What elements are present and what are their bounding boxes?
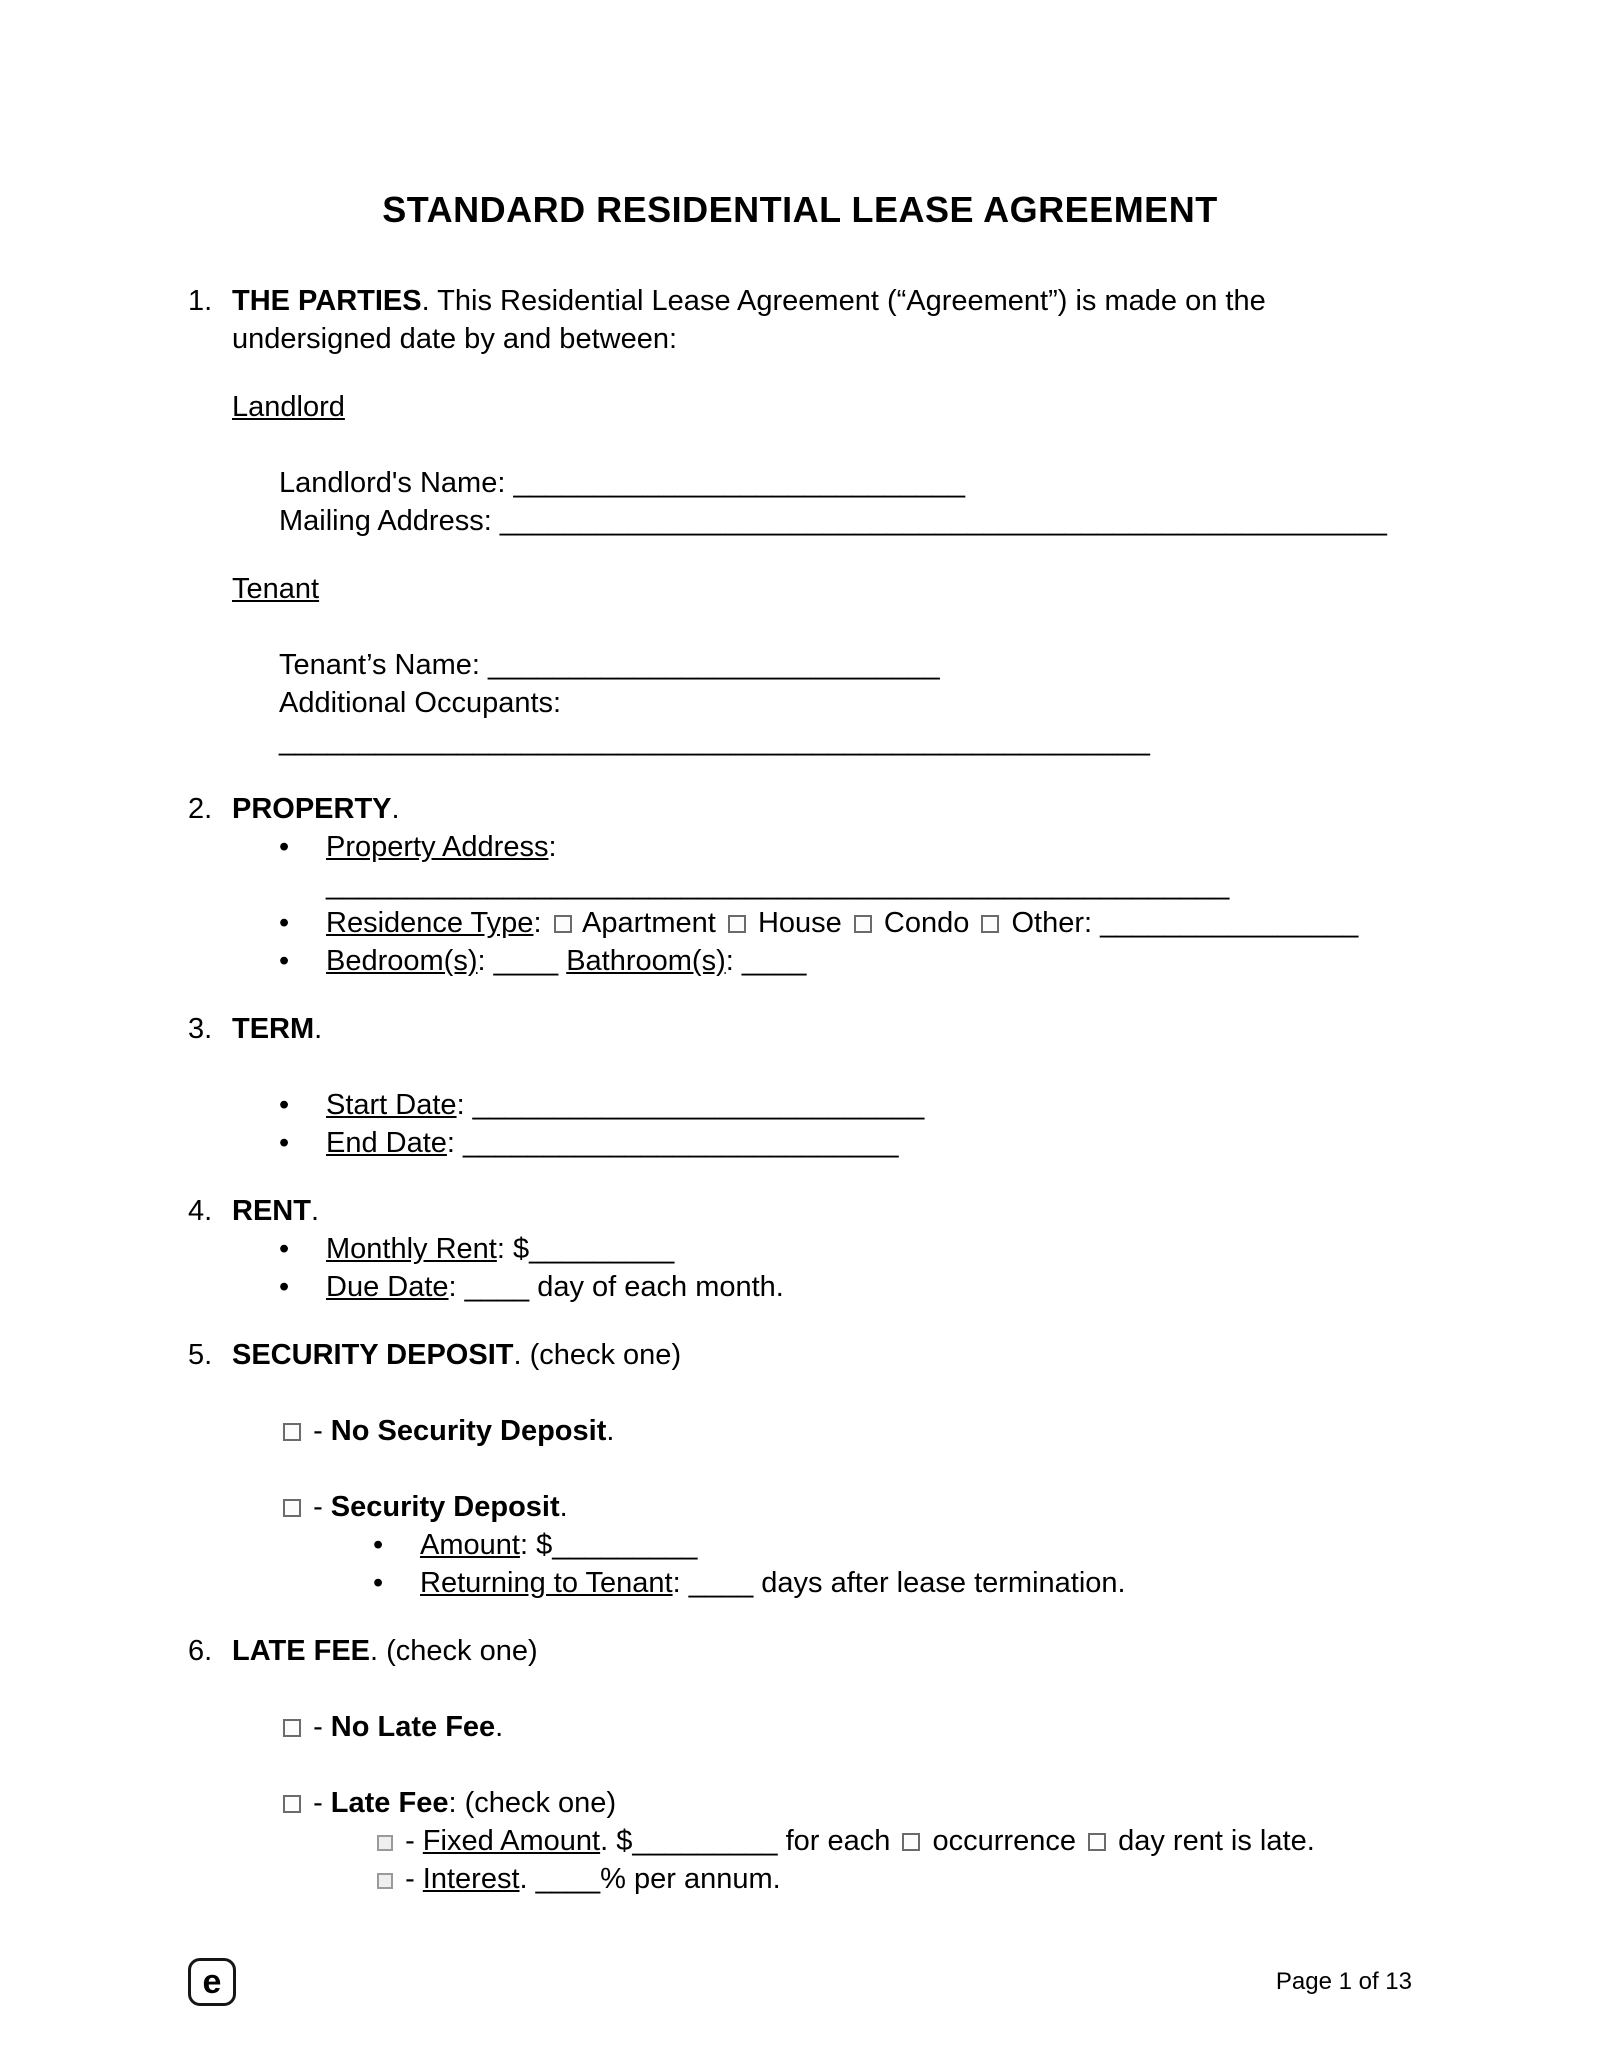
- bedrooms-bathrooms-line: [279, 942, 1412, 980]
- term-heading: TERM: [232, 1013, 315, 1045]
- tenant-label: Tenant: [232, 573, 320, 605]
- no-late-fee-label: No Late Fee: [330, 1711, 496, 1743]
- bullet-icon: •: [279, 1233, 290, 1265]
- monthly-rent-label: Monthly Rent: [326, 1233, 497, 1265]
- bullet-icon: •: [279, 1127, 290, 1159]
- returning-to-tenant-line: [373, 1564, 1412, 1602]
- checkbox-fixed-amount[interactable]: [377, 1835, 393, 1851]
- start-date-line: [279, 1086, 1412, 1124]
- dash: -: [313, 1491, 323, 1523]
- end-date-blank: : ___________________________: [446, 1127, 899, 1159]
- checkbox-no-security-deposit[interactable]: [283, 1423, 301, 1441]
- section-late-fee-number: 6.: [188, 1635, 213, 1667]
- checkbox-day[interactable]: [1088, 1833, 1106, 1851]
- due-date-blank: : ____ day of each month.: [448, 1271, 784, 1303]
- late-fee-label: Late Fee: [330, 1787, 449, 1819]
- landlord-name-blank: ____________________________: [513, 467, 966, 499]
- checkbox-security-deposit[interactable]: [283, 1499, 301, 1517]
- late-fee-heading-suffix: . (check one): [370, 1635, 538, 1667]
- parties-heading-line: [232, 282, 1412, 358]
- dash: -: [405, 1825, 415, 1857]
- rent-heading-suffix: .: [310, 1195, 320, 1227]
- option-house-label: House: [757, 907, 842, 939]
- bullet-icon: •: [279, 1089, 290, 1121]
- deposit-amount-line: [373, 1526, 1412, 1564]
- checkbox-no-late-fee[interactable]: [283, 1719, 301, 1737]
- mailing-address-label: Mailing Address:: [279, 505, 492, 537]
- no-security-deposit-line: [279, 1412, 1412, 1450]
- occurrence-label: occurrence: [932, 1825, 1076, 1857]
- no-security-deposit-label: No Security Deposit: [330, 1415, 607, 1447]
- section-late-fee: [188, 1632, 1412, 1898]
- parties-intro: . This Residential Lease Agreement (“Agreement”) is made on the undersigned date by and between:: [232, 285, 1266, 355]
- checkbox-condo[interactable]: [854, 915, 872, 933]
- residence-type-label: Residence Type: [326, 907, 534, 939]
- term-dates: [232, 1086, 1412, 1162]
- rent-heading-line: [232, 1192, 1412, 1230]
- section-security-number: 5.: [188, 1339, 213, 1371]
- document-title: STANDARD RESIDENTIAL LEASE AGREEMENT: [382, 189, 1218, 230]
- deposit-amount-blank: : $_________: [519, 1529, 698, 1561]
- security-heading-suffix: . (check one): [513, 1339, 682, 1371]
- landlord-label-line: [232, 388, 1412, 426]
- rent-heading: RENT: [232, 1195, 311, 1227]
- option-condo-label: Condo: [883, 907, 970, 939]
- property-address-blank: : ________________________________________________________: [326, 831, 1230, 901]
- no-late-fee-suffix: .: [495, 1711, 504, 1743]
- property-address-label: Property Address: [326, 831, 549, 863]
- term-heading-suffix: .: [314, 1013, 323, 1045]
- late-fee-option-line: [279, 1784, 1412, 1822]
- tenant-name-line: [279, 646, 1412, 684]
- property-heading: PROPERTY: [232, 793, 392, 825]
- section-property-number: 2.: [188, 793, 213, 825]
- start-date-blank: : ____________________________: [456, 1089, 925, 1121]
- bullet-icon: •: [373, 1567, 384, 1599]
- checkbox-late-fee[interactable]: [283, 1795, 301, 1813]
- monthly-rent-blank: : $_________: [496, 1233, 675, 1265]
- bullet-icon: •: [279, 831, 290, 863]
- property-address-line: [279, 828, 1412, 904]
- dash: -: [313, 1415, 323, 1447]
- bedrooms-label: Bedroom(s): [326, 945, 478, 977]
- no-security-deposit-suffix: .: [606, 1415, 615, 1447]
- start-date-label: Start Date: [326, 1089, 457, 1121]
- residence-type-colon: :: [533, 907, 542, 939]
- checkbox-other[interactable]: [981, 915, 999, 933]
- section-property: [188, 790, 1412, 980]
- late-fee-heading-line: [232, 1632, 1412, 1670]
- parties-heading: THE PARTIES: [232, 285, 422, 317]
- landlord-fields: [279, 464, 1412, 540]
- bullet-icon: •: [279, 1271, 290, 1303]
- mailing-address-blank: _______________________________________________________: [499, 505, 1387, 537]
- fixed-amount-label: Fixed Amount: [422, 1825, 601, 1857]
- other-blank: ________________: [1100, 907, 1359, 939]
- returning-to-tenant-label: Returning to Tenant: [420, 1567, 673, 1599]
- page-number: Page 1 of 13: [1275, 1968, 1412, 1995]
- end-date-label: End Date: [326, 1127, 447, 1159]
- fixed-amount-line: [373, 1822, 1412, 1860]
- section-security-deposit: [188, 1336, 1412, 1602]
- checkbox-interest[interactable]: [377, 1873, 393, 1889]
- option-other-label: Other:: [1011, 907, 1093, 939]
- section-term-number: 3.: [188, 1013, 213, 1045]
- bullet-icon: •: [279, 945, 290, 977]
- page-footer: [188, 1958, 1412, 2006]
- term-heading-line: [232, 1010, 1412, 1048]
- bedrooms-blank: : ____: [477, 945, 559, 977]
- fixed-amount-blank: . $_________ for each: [600, 1825, 891, 1857]
- section-parties: [188, 282, 1412, 760]
- residence-type-line: [279, 904, 1412, 942]
- security-heading: SECURITY DEPOSIT: [232, 1339, 514, 1371]
- section-parties-number: 1.: [188, 285, 213, 317]
- section-term: [188, 1010, 1412, 1162]
- tenant-name-label: Tenant’s Name:: [279, 649, 480, 681]
- bathrooms-blank: : ____: [725, 945, 807, 977]
- landlord-name-line: [279, 464, 1412, 502]
- section-rent-number: 4.: [188, 1195, 213, 1227]
- mailing-address-line: [279, 502, 1412, 540]
- no-late-fee-line: [279, 1708, 1412, 1746]
- bullet-icon: •: [279, 907, 290, 939]
- day-rent-late-label: day rent is late.: [1118, 1825, 1315, 1857]
- dash: -: [313, 1787, 323, 1819]
- checkbox-occurrence[interactable]: [902, 1833, 920, 1851]
- property-heading-line: [232, 790, 1412, 828]
- security-heading-line: [232, 1336, 1412, 1374]
- eforms-logo-letter: e: [202, 1963, 222, 2001]
- option-apartment-label: Apartment: [582, 907, 716, 939]
- interest-label: Interest: [422, 1863, 520, 1895]
- property-heading-suffix: .: [391, 793, 400, 825]
- landlord-name-label: Landlord's Name:: [279, 467, 506, 499]
- dash: -: [405, 1863, 415, 1895]
- due-date-label: Due Date: [326, 1271, 449, 1303]
- late-fee-suffix: : (check one): [448, 1787, 617, 1819]
- interest-blank: . ____% per annum.: [519, 1863, 781, 1895]
- tenant-fields: [279, 646, 1412, 760]
- additional-occupants-blank: ______________________________________________________: [279, 725, 1150, 757]
- monthly-rent-line: [279, 1230, 1412, 1268]
- dash: -: [313, 1711, 323, 1743]
- bathrooms-label: Bathroom(s): [566, 945, 726, 977]
- late-fee-heading: LATE FEE: [232, 1635, 371, 1667]
- security-deposit-suffix: .: [559, 1491, 568, 1523]
- section-rent: [188, 1192, 1412, 1306]
- security-deposit-line: [279, 1488, 1412, 1526]
- interest-line: [373, 1860, 1412, 1898]
- tenant-label-line: [232, 570, 1412, 608]
- deposit-amount-label: Amount: [420, 1529, 520, 1561]
- end-date-line: [279, 1124, 1412, 1162]
- eforms-logo: [188, 1958, 236, 2006]
- additional-occupants-label: Additional Occupants:: [279, 687, 562, 719]
- tenant-name-blank: ____________________________: [488, 649, 940, 681]
- checkbox-apartment[interactable]: [554, 915, 572, 933]
- returning-to-tenant-blank: : ____ days after lease termination.: [672, 1567, 1126, 1599]
- due-date-line: [279, 1268, 1412, 1306]
- additional-occupants-line: [279, 684, 1412, 760]
- bullet-icon: •: [373, 1529, 384, 1561]
- security-deposit-label: Security Deposit: [330, 1491, 560, 1523]
- landlord-label: Landlord: [232, 391, 345, 423]
- checkbox-house[interactable]: [728, 915, 746, 933]
